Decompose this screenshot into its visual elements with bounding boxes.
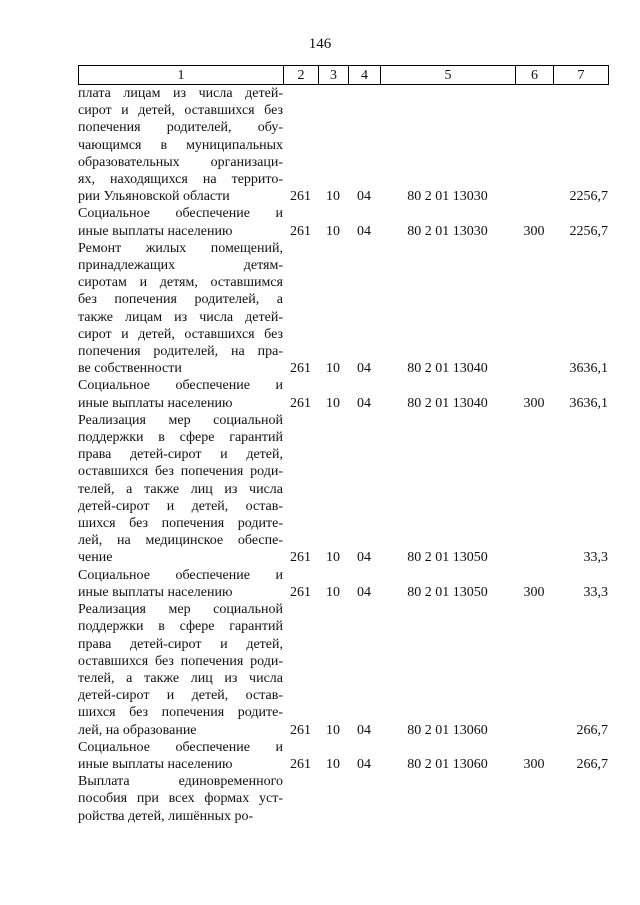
cell-target-article: 80 2 01 13040 xyxy=(407,395,488,411)
cell-amount: 33,3 xyxy=(583,584,608,600)
row-description xyxy=(78,205,283,239)
cell-glava: 261 xyxy=(290,223,311,239)
cell-target-article: 80 2 01 13030 xyxy=(407,189,488,205)
column-header-1: 1 xyxy=(79,66,284,85)
description-line: телей, а также лиц из числа xyxy=(78,670,283,686)
cell-target-article: 80 2 01 13060 xyxy=(407,756,488,772)
description-line: шихся без попечения родите- xyxy=(78,705,283,721)
cell-target-article xyxy=(380,773,515,825)
cell-expense-type: 300 xyxy=(523,395,545,411)
cell-podrazdel: 04 xyxy=(357,361,371,377)
column-header-7: 7 xyxy=(554,66,609,85)
description-line: без попечения родителей, а xyxy=(78,292,283,308)
table-row xyxy=(78,205,608,239)
cell-razdel: 10 xyxy=(326,550,340,566)
description-line: сиротам и детям, оставшимся xyxy=(78,275,283,291)
column-header-2: 2 xyxy=(284,66,319,85)
description-line: сирот и детей, оставшихся без xyxy=(78,103,283,119)
description-line: иные выплаты населению xyxy=(78,223,233,239)
description-line: шихся без попечения родите- xyxy=(78,516,283,532)
description-line: поддержки в сфере гарантий xyxy=(78,619,283,635)
cell-glava: 261 xyxy=(290,722,311,738)
cell-amount: 2256,7 xyxy=(569,189,608,205)
description-line: Социальное обеспечение и xyxy=(78,739,283,755)
description-line: лей, на образование xyxy=(78,722,197,738)
cell-razdel: 10 xyxy=(326,223,340,239)
description-line: лей, на медицинское обеспе- xyxy=(78,533,283,549)
cell-amount: 33,3 xyxy=(583,550,608,566)
row-description xyxy=(78,377,283,411)
description-line: Социальное обеспечение и xyxy=(78,206,283,222)
cell-expense-type xyxy=(515,240,553,378)
cell-razdel xyxy=(318,773,348,825)
description-line: чающимся в муниципальных xyxy=(78,137,283,153)
row-description xyxy=(78,567,283,601)
description-line: детей-сирот и детей, остав- xyxy=(78,688,283,704)
description-line: поддержки в сфере гарантий xyxy=(78,430,283,446)
column-header-5: 5 xyxy=(381,66,516,85)
cell-razdel: 10 xyxy=(326,584,340,600)
cell-razdel: 10 xyxy=(326,395,340,411)
cell-target-article: 80 2 01 13030 xyxy=(407,223,488,239)
description-line: телей, а также лиц из числа xyxy=(78,481,283,497)
cell-podrazdel: 04 xyxy=(357,550,371,566)
cell-glava: 261 xyxy=(290,550,311,566)
description-line: Выплата единовременного xyxy=(78,774,283,790)
column-header-3: 3 xyxy=(319,66,349,85)
cell-expense-type: 300 xyxy=(523,223,545,239)
description-line: иные выплаты населению xyxy=(78,756,233,772)
cell-expense-type: 300 xyxy=(523,756,545,772)
description-line: ройства детей, лишённых ро- xyxy=(78,808,254,824)
column-header-row xyxy=(79,66,609,85)
cell-razdel: 10 xyxy=(326,756,340,772)
row-description xyxy=(78,773,283,825)
row-description xyxy=(78,739,283,773)
table-row xyxy=(78,240,608,378)
cell-expense-type xyxy=(515,412,553,567)
cell-expense-type xyxy=(515,773,553,825)
description-line: ве собственности xyxy=(78,361,182,377)
cell-expense-type: 300 xyxy=(523,584,545,600)
description-line: права детей-сирот и детей, xyxy=(78,636,283,652)
cell-amount: 266,7 xyxy=(576,756,608,772)
cell-podrazdel: 04 xyxy=(357,756,371,772)
table-row xyxy=(78,567,608,601)
description-line: ях, находящихся на террито- xyxy=(78,172,283,188)
row-description xyxy=(78,85,283,205)
description-line: Ремонт жилых помещений, xyxy=(78,240,283,256)
row-description xyxy=(78,240,283,378)
description-line: оставшихся без попечения роди- xyxy=(78,653,283,669)
description-line: пособия при всех формах уст- xyxy=(78,791,283,807)
description-line: Социальное обеспечение и xyxy=(78,567,283,583)
column-header-4: 4 xyxy=(349,66,381,85)
cell-glava: 261 xyxy=(290,584,311,600)
cell-podrazdel: 04 xyxy=(357,722,371,738)
description-line: плата лицам из числа детей- xyxy=(78,86,283,101)
cell-expense-type xyxy=(515,601,553,739)
description-line: оставшихся без попечения роди- xyxy=(78,464,283,480)
cell-podrazdel: 04 xyxy=(357,223,371,239)
table-row xyxy=(78,773,608,825)
cell-glava: 261 xyxy=(290,756,311,772)
table-row xyxy=(78,85,608,205)
cell-amount: 3636,1 xyxy=(569,395,608,411)
description-line: иные выплаты населению xyxy=(78,395,233,411)
cell-glava: 261 xyxy=(290,189,311,205)
cell-podrazdel: 04 xyxy=(357,189,371,205)
description-line: попечения родителей, на пра- xyxy=(78,344,283,360)
description-line: также лицам из числа детей- xyxy=(78,309,283,325)
cell-razdel: 10 xyxy=(326,189,340,205)
description-line: попечения родителей, обу- xyxy=(78,120,283,136)
description-line: детей-сирот и детей, остав- xyxy=(78,498,283,514)
description-line: чение xyxy=(78,550,113,566)
description-line: Социальное обеспечение и xyxy=(78,378,283,394)
cell-glava: 261 xyxy=(290,361,311,377)
description-line: Реализация мер социальной xyxy=(78,412,283,428)
cell-podrazdel xyxy=(348,773,380,825)
cell-razdel: 10 xyxy=(326,722,340,738)
cell-target-article: 80 2 01 13060 xyxy=(407,722,488,738)
description-line: иные выплаты населению xyxy=(78,584,233,600)
cell-amount: 2256,7 xyxy=(569,223,608,239)
cell-amount: 266,7 xyxy=(576,722,608,738)
cell-podrazdel: 04 xyxy=(357,395,371,411)
cell-expense-type xyxy=(515,85,553,205)
cell-target-article: 80 2 01 13050 xyxy=(407,584,488,600)
cell-glava xyxy=(283,773,318,825)
description-line: принадлежащих детям- xyxy=(78,258,283,274)
table-row xyxy=(78,377,608,411)
description-line: Реализация мер социальной xyxy=(78,602,283,618)
cell-amount: 3636,1 xyxy=(569,361,608,377)
description-line: рии Ульяновской области xyxy=(78,189,230,205)
column-header-6: 6 xyxy=(516,66,554,85)
description-line: образовательных организаци- xyxy=(78,154,283,170)
cell-podrazdel: 04 xyxy=(357,584,371,600)
budget-table xyxy=(78,85,608,825)
page-number: 146 xyxy=(308,36,332,52)
description-line: права детей-сирот и детей, xyxy=(78,447,283,463)
cell-razdel: 10 xyxy=(326,361,340,377)
column-header-table xyxy=(78,65,609,85)
row-description xyxy=(78,601,283,739)
row-description xyxy=(78,412,283,567)
cell-target-article: 80 2 01 13040 xyxy=(407,361,488,377)
description-line: сирот и детей, оставшихся без xyxy=(78,326,283,342)
cell-glava: 261 xyxy=(290,395,311,411)
table-row xyxy=(78,601,608,739)
table-row xyxy=(78,412,608,567)
cell-target-article: 80 2 01 13050 xyxy=(407,550,488,566)
cell-amount xyxy=(553,773,608,825)
table-row xyxy=(78,739,608,773)
